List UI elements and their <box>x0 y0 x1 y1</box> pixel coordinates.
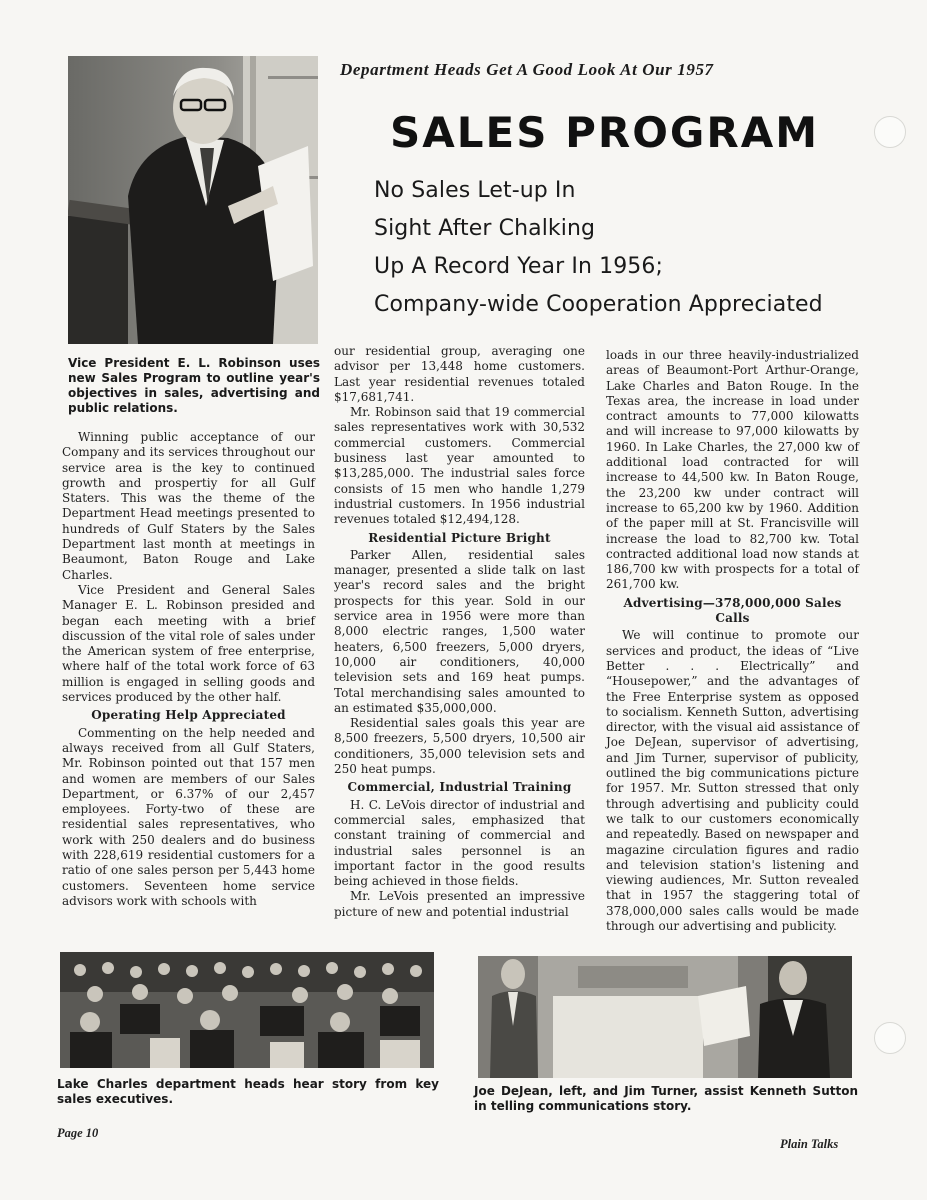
section-heading: Operating Help Appreciated <box>91 708 286 723</box>
section-heading: Commercial, Industrial Training <box>347 780 572 795</box>
paragraph: We will continue to promote our services and product, the ideas of “Live Better . . . Electrically” and “Housepower,” and the advantages of the Free Enterprise system as opposed to socialism. Kenneth Sutton, advertising director, with the visual aid assistance of Joe DeJean, supervisor of advertising, and Jim Turner, supervisor of publicity, outlined the big communications picture for 1957. Mr. Sutton stressed that only through advertising and publicity could we talk to our customers economically and repeatedly. Based on newspaper and magazine circulation figures and radio and television station's listening and viewing audiences, Mr. Sutton revealed that in 1957 the staggering total of 378,000,000 sales calls would be made through our advertising and publicity. <box>606 628 859 933</box>
photo-audience-image <box>60 952 434 1068</box>
page-number: Page 10 <box>57 1126 99 1140</box>
subheadline-line: Sight After Chalking <box>374 216 596 241</box>
subheadline-line: Up A Record Year In 1956; <box>374 254 664 279</box>
page-title: SALES PROGRAM <box>390 108 820 157</box>
paragraph: Parker Allen, residential sales manager, presented a slide talk on last year's record sales and the bright prospects for this year. Sold in our service area in 1956 were more than 8,000 electric ranges, 1,500 water heaters, 6,500 freezers, 5,000 dryers, 10,000 air conditioners, 40,000 television sets and 169 heat pumps. Total merchandising sales amounted to an estimated $35,000,000. <box>334 547 585 715</box>
photo-lake-charles-audience <box>60 952 434 1068</box>
paragraph: H. C. LeVois director of industrial and commercial sales, emphasized that constant training of commercial and industrial sales personnel is an important factor in the good results being achieved in those fields. <box>334 797 585 889</box>
paragraph: loads in our three heavily-industrialized areas of Beaumont-Port Arthur-Orange, Lake Charles and Baton Rouge. In the Texas area, the increase in load under contract amounts to 77,000 kilowatts and will increase to 97,000 kilowatts by 1960. In Lake Charles, the 27,000 kw of additional load contracted for will increase to 44,500 kw. In Baton Rouge, the 23,200 kw under contract will increase to 65,200 kw by 1960. Addition of the paper mill at St. Francisville will increase the load to 82,700 kw. Total contracted additional load now stands at 186,700 kw with prospects for a total of 261,700 kw. <box>606 348 859 592</box>
punch-hole-top <box>874 116 906 148</box>
section-heading: Residential Picture Bright <box>368 530 551 545</box>
photo-vice-president <box>68 56 318 344</box>
subheadline-line: Company-wide Cooperation Appreciated <box>374 292 823 317</box>
paragraph: Residential sales goals this year are 8,500 freezers, 5,500 dryers, 10,500 air conditioners, 35,000 television sets and 250 heat pumps. <box>334 716 585 777</box>
photo-presenters-image <box>478 956 852 1078</box>
paragraph: Vice President and General Sales Manager E. L. Robinson presided and began each meeting with a brief discussion of the vital role of sales under the American system of free enterprise, where half of the total work force of 63 million is engaged in selling goods and services produced by the other half. <box>62 582 315 705</box>
caption-presenters: Joe DeJean, left, and Jim Turner, assist Kenneth Sutton in telling communications story. <box>474 1084 858 1113</box>
photo-vice-president-image <box>68 56 318 344</box>
article-column-2 <box>334 344 585 920</box>
publication-name: Plain Talks <box>780 1137 839 1151</box>
paragraph: Mr. Robinson said that 19 commercial sales representatives work with 30,532 commercial customers. Commercial business last year amounted to $13,285,000. The industrial sales force consists of 15 men who handle 1,279 industrial customers. In 1956 industrial revenues totaled $12,494,128. <box>334 405 585 527</box>
section-heading: Advertising—378,000,000 Sales Calls <box>623 595 842 626</box>
punch-hole-bottom <box>874 1022 906 1054</box>
caption-vice-president: Vice President E. L. Robinson uses new Sales Program to outline year's objectives in sales, advertising and public relations. <box>68 356 320 415</box>
subheadline <box>374 172 874 324</box>
subheadline-line: No Sales Let-up In <box>374 178 576 203</box>
article-column-3 <box>606 348 859 934</box>
photo-communications-presenters <box>478 956 852 1078</box>
paragraph: Mr. LeVois presented an impressive picture of new and potential industrial <box>334 889 585 919</box>
paragraph: our residential group, averaging one advisor per 13,448 home customers. Last year residential revenues totaled $17,681,741. <box>334 344 585 404</box>
kicker-line: Department Heads Get A Good Look At Our 1957 <box>340 60 714 79</box>
caption-audience: Lake Charles department heads hear story from key sales executives. <box>57 1077 439 1106</box>
article-column-1 <box>62 430 315 909</box>
paragraph: Winning public acceptance of our Company and its services throughout our service area is the key to continued growth and prospertiy for all Gulf Staters. This was the theme of the Department Head meetings presented to hundreds of Gulf Staters by the Sales Department last month at meetings in Beaumont, Baton Rouge and Lake Charles. <box>62 430 315 582</box>
paragraph: Commenting on the help needed and always received from all Gulf Staters, Mr. Robinson pointed out that 157 men and women are members of our Sales Department, or 6.37% of our 2,457 employees. Forty-two of these are residential sales representatives, who work with 250 dealers and do business with 228,619 residential customers for a ratio of one sales person per 5,443 home customers. Seventeen home service advisors work with schools with <box>62 725 315 908</box>
